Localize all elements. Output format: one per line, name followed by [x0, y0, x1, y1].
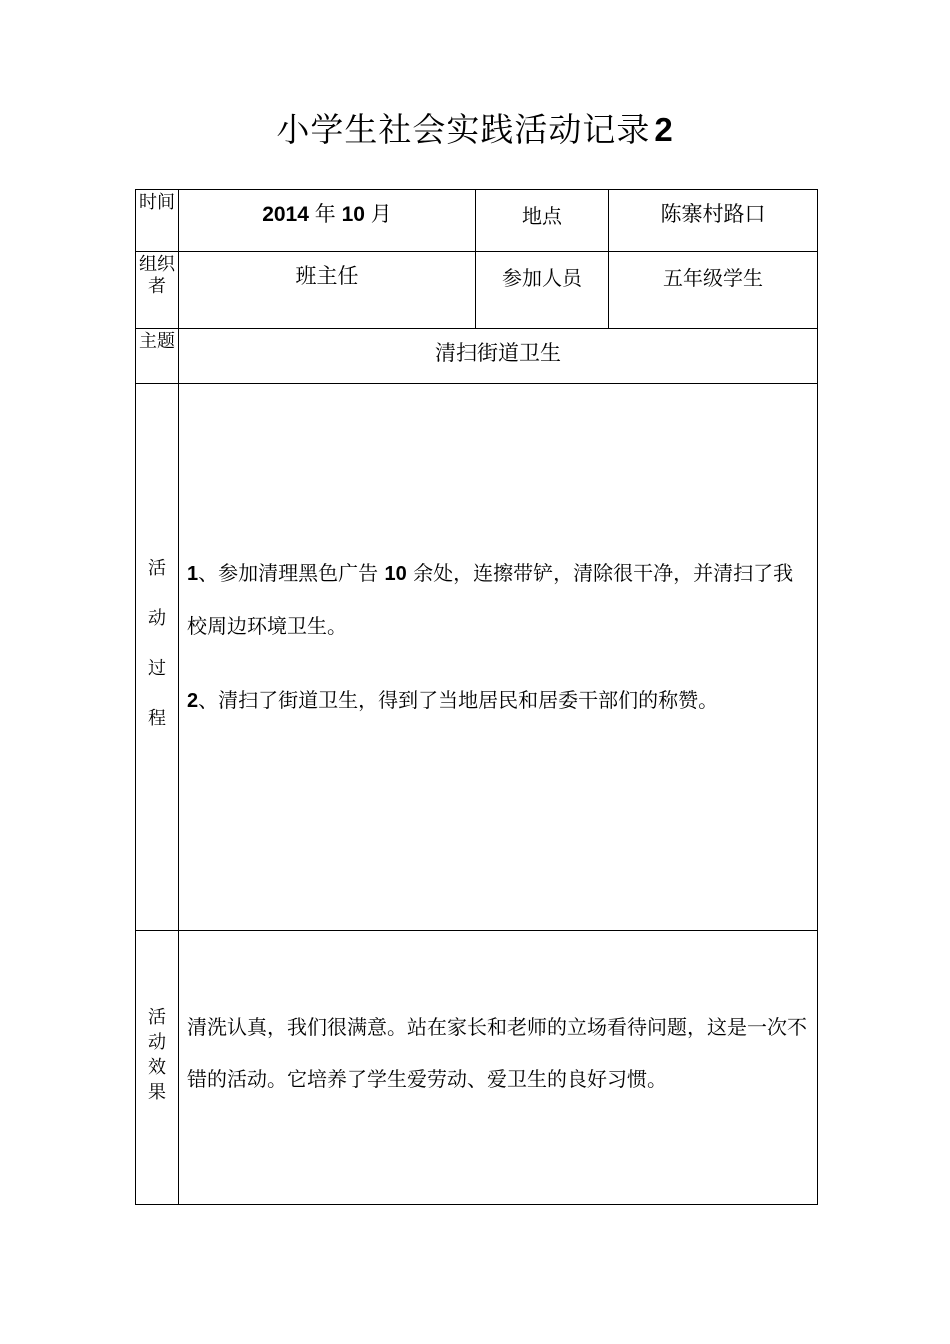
process-content	[179, 384, 818, 931]
effect-label-char: 动	[148, 1032, 166, 1053]
effect-label-char: 果	[148, 1082, 166, 1103]
time-year-unit: 年	[314, 202, 336, 226]
row-theme	[136, 329, 818, 384]
time-value	[179, 190, 476, 252]
row-effect	[136, 931, 818, 1205]
process-label-char: 动	[148, 608, 166, 629]
effect-label-char: 效	[148, 1057, 166, 1078]
theme-label: 主题	[136, 329, 179, 384]
time-year: 2014	[262, 203, 309, 226]
row-time-place	[136, 190, 818, 252]
participants-value: 五年级学生	[609, 252, 818, 329]
process-item-2: 2、清扫了街道卫生，得到了当地居民和居委干部们的称赞。	[187, 688, 719, 712]
time-label: 时间	[136, 190, 179, 252]
process-label	[136, 384, 179, 931]
organizer-label: 组织者	[136, 252, 179, 329]
place-label: 地点	[476, 190, 609, 252]
process-label-char: 活	[148, 558, 166, 579]
page-title	[0, 104, 950, 151]
time-month-unit: 月	[370, 202, 392, 226]
row-organizer	[136, 252, 818, 329]
theme-value: 清扫街道卫生	[179, 329, 818, 384]
title-text: 小学生社会实践活动记录	[276, 110, 651, 149]
process-item-1: 1、参加清理黑色广告 10 余处，连擦带铲，清除很干净，并清扫了我校周边环境卫生。	[187, 561, 794, 638]
time-month: 10	[341, 203, 365, 226]
effect-content	[179, 931, 818, 1205]
process-label-char: 程	[148, 708, 166, 729]
participants-label: 参加人员	[476, 252, 609, 329]
title-number: 2	[654, 111, 674, 148]
effect-text: 清洗认真，我们很满意。站在家长和老师的立场看待问题，这是一次不错的活动。它培养了学生爱劳动、爱卫生的良好习惯。	[187, 1015, 807, 1091]
activity-record-table	[135, 189, 818, 1205]
effect-label	[136, 931, 179, 1205]
process-label-char: 过	[148, 658, 166, 679]
place-value: 陈寨村路口	[609, 190, 818, 252]
row-process	[136, 384, 818, 931]
organizer-value: 班主任	[179, 252, 476, 329]
effect-label-char: 活	[148, 1007, 166, 1028]
